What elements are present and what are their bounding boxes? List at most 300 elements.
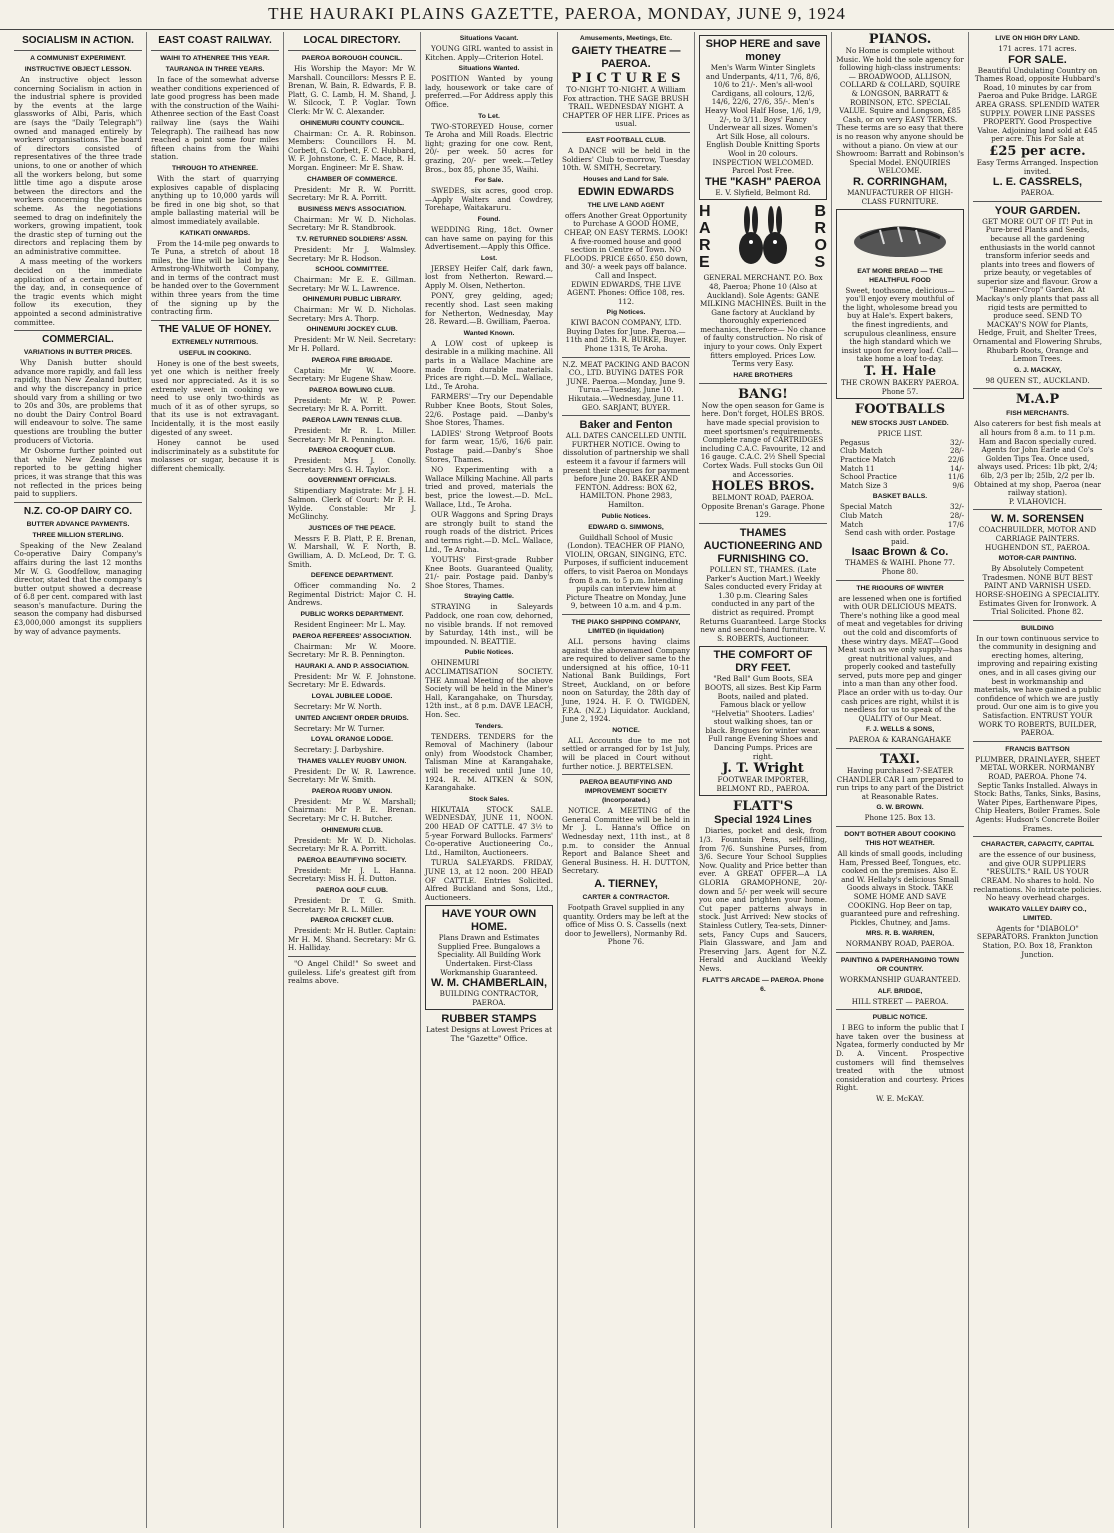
- football-price-list: [836, 439, 964, 491]
- advert-text: MANUFACTURER OF HIGH-CLASS FURNITURE.: [847, 187, 953, 206]
- divider: [836, 952, 964, 953]
- directory-entry-text: President: Mr J. L. Hanna. Secretary: Miss H. H. Dutton.: [288, 865, 416, 884]
- headline: SOCIALISM IN ACTION.: [22, 35, 134, 46]
- directory-entry-title: OHINEMURI COUNTY COUNCIL.: [299, 119, 405, 127]
- subheading: WAIHI TO ATHENREE THIS YEAR.: [160, 55, 270, 62]
- divider: [14, 502, 142, 503]
- logo-letter: B: [814, 203, 827, 221]
- page-columns: [10, 32, 1106, 1528]
- advert-subtitle: Special 1924 Lines: [714, 814, 812, 827]
- advert-name: R. CORRINGHAM,: [852, 175, 948, 188]
- divider: [562, 415, 690, 416]
- advert-text: Send cash with order. Postage paid.: [844, 528, 956, 546]
- advert-text: ALL DATES CANCELLED UNTIL FURTHER NOTICE. Owing to dissolution of partnership we shall esteem it a favour if farmers will present their cheques for payment before June 20. BAKER AND FENTON. Address: BOX 62, HAMILTON. Phone 2983, Hamilton.: [562, 431, 690, 509]
- subheading: THROUGH TO ATHENREE.: [172, 164, 258, 172]
- directory-entry-title: PUBLIC WORKS DEPARTMENT.: [300, 610, 404, 618]
- article-paragraph: In face of the somewhat adverse weather conditions experienced of late good progress has been made with the construction of the Waihi-Athenree section of the East Coast railway line (says the Waihi Telegraph). The railhead has now reached a point some four miles fifteen chains from the Waihi station.: [151, 75, 279, 162]
- directory-entry-title: PAEROA BEAUTIFYING SOCIETY.: [297, 856, 407, 864]
- price-row: [840, 482, 964, 491]
- logo-letter: O: [814, 237, 827, 255]
- classified-section-label: Stock Sales.: [468, 795, 510, 803]
- advert-text: Having purchased 7-SEATER CHANDLER CAR I am prepared to run trips to any part of the District at Reasonable Rates.: [836, 766, 964, 801]
- divider: [288, 50, 416, 51]
- advert-text: All kinds of small goods, including Ham, Pressed Beef, Tongues, etc. cooked on the premises. Also E. and W. Hellaby's delicious Small Goods always in Stock. TAKE SOME HOME AND SAVE COOKING. Hop Beer on tap, guaranteed pure and refreshing. Pickles, Chutney, and Jams.: [837, 849, 963, 927]
- advert-text: ALL persons having claims against the abovenamed Company are required to deliver same to the undersigned at his office, 10-11 National Bank Buildings, Fort Street, Auckland, on or before noon on Saturday, the 28th day of June, 1924. H. F. O. TWIGDEN, F.P.A. (N.Z.) Liquidator. Auckland, June 2, 1924.: [562, 636, 690, 724]
- price-value: 32/-: [950, 437, 964, 447]
- column-8: [969, 32, 1106, 1528]
- advert-text: Sweet, toothsome, delicious—you'll enjoy every mouthful of the light, wholesome bread you buy at Hale's. Expert bakers, the finest ingredients, and scrupulous cleanliness, ensure the high standard which we insist upon for every loaf. Call—take home a loaf to-day.: [841, 285, 959, 364]
- advert-name: HOLES BROS.: [711, 479, 815, 495]
- subheading: TAURANGA IN THREE YEARS.: [165, 66, 265, 73]
- section-label: Houses and Land for Sale.: [583, 175, 669, 183]
- advert-name: L. E. CASSRELS,: [992, 176, 1083, 189]
- directory-entry-text: Chairman: Cr. A. R. Robinson. Members: Councillors H. M. Corbett, G. Corbett, F. C. Hubbard, W. F. Johnstone, C. E. Mace, R. H. Morgan. Engineer: Mr E. Shaw.: [288, 128, 416, 172]
- directory-entry-text: Chairman: Mr W. D. Nicholas. Secretary: Mrs A. Thorp.: [288, 305, 416, 323]
- directory-entry-title: PAEROA RUGBY UNION.: [311, 787, 393, 795]
- classified-section-label: Wanted Known.: [463, 329, 515, 337]
- price-item: Match Size 3: [840, 480, 888, 490]
- classified-ad: YOUNG GIRL wanted to assist in Kitchen. Apply—Criterion Hotel.: [425, 44, 553, 62]
- article-paragraph: Why Danish butter should advance more rapidly, and fall less rapidly, than New Zealand butter, and why the discrepancy in price should vary from a shilling or two to 20s and 30s, are problems that no doubt the Dairy Control Board will endeavour to solve. The same questions are troubling the butter producers of Victoria.: [14, 358, 142, 445]
- rubber-stamps-title: RUBBER STAMPS: [441, 1013, 537, 1026]
- advert-name: T. H. Hale: [863, 364, 937, 380]
- article-paragraph: From the 14-mile peg onwards to Te Puna, a stretch of about 18 miles, the line will be laid by the Armstrong-Whitworth Company, and in terms of the contract must be handed over to the Government within three years from the time of the signing up by the contracting firm.: [151, 238, 279, 317]
- directory-entry-text: Stipendiary Magistrate: Mr J. H. Salmon. Clerk of Court: Mr P. H. Wylde. Constable: Mr J. McGlinchy.: [288, 486, 416, 522]
- advert-text: offers Another Great Opportunity to Purchase A GOOD HOME, CHEAP, ON EASY TERMS. LOOK! A five-roomed house and good section in Centre of Town. NO FLOODS. PRICE £650. £50 down, and 30/- a week pays off balance. Call and Inspect.: [564, 210, 688, 280]
- advert-title: PUBLIC NOTICE.: [872, 1014, 928, 1022]
- directory-entry-title: SCHOOL COMMITTEE.: [315, 266, 389, 274]
- logo-letter: R: [699, 237, 711, 255]
- advert-text: E. V. Slyfield, Belmont Rd.: [715, 187, 811, 197]
- advert-text: "Red Ball" Gum Boots, SEA BOOTS, all sizes. Best Kip Farm Boots, nailed and plated. Famous black or yellow "Helvetia" Shooters. Ladies' stout walking shoes, tan or black. Brogues for winter wear. Full range Evening Shoes and Dancing Pumps. Prices are right.: [704, 674, 822, 761]
- directory-entry-title: OHINEMURI CLUB.: [321, 826, 383, 834]
- advert-text: EDWIN EDWARDS, THE LIVE AGENT. Phones: Office 108, res. 112.: [567, 279, 685, 306]
- advert-subtitle: NEW STOCKS JUST LANDED.: [851, 420, 949, 428]
- price-item: Special Match: [840, 502, 893, 512]
- advert-text: Also caterers for best fish meals at all hours from 8 a.m. to 11 p.m. Ham and Bacon specially cured. Agents for John Earle and Co's Golden Tips Tea. Once used, always used. Prices: 1lb pkt, 2/4; 6lb, 2/3 per lb; 25lb, 2/2 per lb. Obtained at my shop, Paeroa (near railway station).: [974, 419, 1101, 498]
- directory-entry-text: Secretary: J. Darbyshire.: [294, 745, 384, 755]
- advert-title: YOUR GARDEN.: [994, 204, 1081, 217]
- directory-entry-text: His Worship the Mayor: Mr W. Marshall. Councillors: Messrs P. E. Brenan, W. Bain, R. Edwards, F. B. Platt, G. C. Lamb, H. M. Shand, J. W. Silcock, T. P. Voglar. Town Clerk: Mr W. C. Alexander.: [288, 64, 416, 116]
- advert-text: Now the open season for Game is here. Don't forget, HOLES BROS. have made special provision to meet sportsmen's requirements. Complete range of CARTRIDGES including C.A.C. Favourite, 12 and 16 gauge. C.A.C. 2½ Shell Special Cortex Wads. Full stocks Gun Oil and Accessories.: [700, 400, 826, 479]
- advert-title: EDWARD G. SIMMONS,: [588, 523, 664, 531]
- hare-letters: [699, 203, 711, 271]
- price-value: 17/6: [947, 519, 964, 529]
- directory-entry-text: President: Mr W. F. Johnstone. Secretary: Mr E. Edwards.: [288, 671, 416, 690]
- directory-entry-title: OHINEMURI PUBLIC LIBRARY.: [302, 296, 402, 304]
- advert-title: FRANCIS BATTSON: [1005, 745, 1070, 753]
- column-1: [10, 32, 147, 1528]
- directory-entry-text: President: Mr R. W. Porritt. Secretary: Mr R. A. Porritt.: [288, 184, 416, 203]
- price-value: 22/6: [947, 455, 964, 464]
- logo-letter: H: [699, 203, 711, 221]
- article-paragraph: Speaking of the New Zealand Co-operative Dairy Company's affairs during the last 12 months Mr W. G. Goodfellow, managing director, stated that the company's butter output showed a decrease of 6.8 per cent. compared with last season's manufacture. During the season the company had disbursed £3,000,000 amongst its suppliers by way of advance payments.: [14, 540, 142, 636]
- directory-entry-text: President: Mr H. Butler. Captain: Mr H. M. Shand. Secretary: Mr G. H. Halliday.: [288, 926, 416, 953]
- directory-entry-title: PAEROA LAWN TENNIS CLUB.: [302, 417, 402, 425]
- classified-ad: OUR Waggons and Spring Drays are strongly built to stand the rough roads of the district. Prices and terms right.—D. McL. Wallace, Ltd., Te Aroha.: [425, 510, 553, 554]
- advert-text: POLLEN ST., THAMES. (Late Parker's Auction Mart.) Weekly Sales conducted every Friday at 1.30 p.m. Clearing Sales conducted in any part of the district as required. Prompt Returns Guaranteed. Large Stocks new and second-hand furniture. V. S. ROBERTS, Auctioneer.: [699, 564, 827, 643]
- advert-text: Septic Tanks Installed. Always in Stock: Baths, Tanks, Sinks, Basins, Water Pipes, Earthenware Pipes, Chip Heaters, Boiler Frames. Sole Agents: Hudson's Concrete Boiler Frames.: [974, 780, 1101, 833]
- divider: [151, 320, 279, 321]
- directory-entry-title: PAEROA CRICKET CLUB.: [310, 917, 394, 925]
- directory-entry-title: T.V. RETURNED SOLDIERS' ASSN.: [296, 235, 408, 243]
- rabbits-icon: [731, 204, 795, 270]
- directory-entry-title: OHINEMURI JOCKEY CLUB.: [306, 326, 398, 334]
- classified-ad: JERSEY Heifer Calf, dark fawn, lost from Netherton. Reward.—Apply M. Olsen, Netherton.: [425, 263, 553, 290]
- section-label: Amusements, Meetings, Etc.: [579, 35, 673, 42]
- classified-ad: OHINEMURI ACCLIMATISATION SOCIETY. THE Annual Meeting of the above Society will be held in the Miner's Hall, Karangahake, on Thursday, 12th inst., at 8 p.m. DAVE LEACH, Hon. Sec.: [425, 658, 553, 719]
- basketball-price-list: [836, 503, 964, 529]
- kash-advert: [699, 35, 827, 200]
- advert-title: W. M. SORENSEN: [991, 513, 1084, 526]
- subheading: BUTTER ADVANCE PAYMENTS.: [26, 520, 130, 528]
- advert-title: FOOTBALLS: [854, 402, 946, 418]
- advert-title: HAVE YOUR OWN HOME.: [441, 908, 537, 934]
- section-label: Public Notices.: [601, 512, 651, 520]
- advert-title: FLATT'S: [733, 799, 793, 815]
- divider: [836, 826, 964, 827]
- advert-text: Footpath Gravel supplied in any quantity. Orders may be left at the office of Miss O. S. Cassells (next door to Jewellers), Normanby Rd. Phone 76.: [563, 902, 689, 947]
- directory-entry-title: JUSTICES OF THE PEACE.: [308, 524, 396, 532]
- subheading: EXTREMELY NUTRITIOUS.: [171, 338, 259, 346]
- wright-advert: [699, 646, 827, 796]
- divider: [973, 620, 1102, 621]
- advert-name: W. E. McKAY.: [876, 1093, 924, 1103]
- logo-letter: S: [814, 254, 826, 272]
- advert-title: M.A.P: [1015, 392, 1060, 408]
- logo-letter: E: [699, 254, 710, 272]
- directory-entry-text: Messrs F. B. Platt, P. E. Brenan, W. Marshall, W. F. North, B. Gwilliam, A. D. McLeod, Dr. T. G. Smith.: [288, 533, 416, 569]
- directory-entry-text: Secretary: Mr W. Turner.: [294, 723, 385, 733]
- article-paragraph: With the start of quarrying explosives capable of displacing anything up to 10,000 yards will be fired in one big shot, so that ample ballasting material will be almost immediately available.: [151, 173, 279, 226]
- advert-title: EAT MORE BREAD — THE HEALTHFUL FOOD: [857, 267, 943, 284]
- price-item: Practice Match: [840, 455, 896, 464]
- directory-entry-title: PAEROA BOROUGH COUNCIL.: [301, 55, 403, 62]
- headline: THE VALUE OF HONEY.: [158, 323, 272, 335]
- subheading: KATIKATI ONWARDS.: [180, 229, 250, 237]
- column-2: [147, 32, 284, 1528]
- advert-text: ALL Accounts due to me not settled or arranged for by 1st July, will be placed in Court without further notice. J. BERTELSEN.: [562, 735, 690, 771]
- directory-entry-text: Resident Engineer: Mr L. May.: [294, 619, 406, 629]
- subheading: A COMMUNIST EXPERIMENT.: [30, 55, 126, 62]
- advert-name: HARE BROTHERS: [733, 371, 793, 379]
- classified-ad: POSITION Wanted by young lady, housework or take care of preferred.—For Address apply this Office.: [425, 74, 553, 109]
- advert-text: are the essence of our business, and give OUR SUPPLIERS "RESULTS." RAIL US YOUR CREAM. No shares to hold. No reclamations. No intricate policies. No heavy overhead charges.: [973, 850, 1102, 903]
- advert-text: Latest Designs at Lowest Prices at The "Gazette" Office.: [425, 1025, 553, 1044]
- headline: LOCAL DIRECTORY.: [303, 35, 401, 46]
- classified-ad: NO Experimenting with a Wallace Milking Machine. All parts tried and proved, materials the best, price the lowest.—D. McL. Wallace, Ltd., Te Aroha.: [425, 465, 553, 509]
- advert-subtitle: BASKET BALLS.: [872, 493, 928, 501]
- advert-text: PLUMBER, DRAINLAYER, SHEET METAL WORKER. NORMANBY ROAD, PAEROA. Phone 74.: [975, 754, 1100, 781]
- honey-advert: "O Angel Child!" So sweet and guileless. Life's greatest gift from realms above.: [288, 959, 416, 986]
- article-paragraph: Mr Osborne further pointed out that while New Zealand was reported to be getting higher prices, it was strange that this was not reflected in the prices being paid to suppliers.: [14, 446, 142, 499]
- directory-entry-text: President: Mr W. Marshall; Chairman: Mr P. E. Brenan. Secretary: Mr C. H. Butcher.: [288, 796, 416, 824]
- divider: [14, 330, 142, 331]
- advert-text: GET MORE OUT OF IT! Put in Pure-bred Plants and Seeds, because all the gardening enthusiasts in the world cannot transform inferior seeds and plants into trees and flowers of prize beauty, or vegetables of superior size and flavour. Grow a "Banner-Crop" Garden. At Mackay's only plants that pass all rigid tests are permitted to produce seed. SEND TO MACKAY'S NOW for Plants, Hedge, Fruit, and Shelter Trees, Ornamental and Flowering Shrubs, Rhubarb Roots, Orange and Lemon Trees.: [973, 216, 1102, 364]
- directory-entry-title: LOYAL ORANGE LODGE.: [311, 736, 393, 744]
- home-advert: [425, 905, 553, 1010]
- divider: [973, 201, 1102, 202]
- advert-name: THE "KASH" PAEROA: [705, 175, 821, 188]
- advert-title: CHARACTER, CAPACITY, CAPITAL: [980, 841, 1095, 849]
- advert-title: SHOP HERE and save money: [705, 38, 821, 63]
- advert-subtitle: FISH MERCHANTS.: [1006, 410, 1069, 418]
- advert-text: 98 QUEEN ST., AUCKLAND.: [985, 375, 1090, 385]
- advert-text: By Absolutely Competent Tradesmen. NONE BUT BEST PAINT AND VARNISH USED. HORSE-SHOEING A SPECIALITY. Estimates Given for Ironwork. A Trial Solicited. Phone 82.: [975, 564, 1100, 617]
- advert-text: BUILDING CONTRACTOR, PAEROA.: [439, 989, 539, 1007]
- subheading: INSTRUCTIVE OBJECT LESSON.: [24, 66, 132, 73]
- advert-text: NOTICE. A MEETING of the General Committee will be held in Mr J. L. Hanna's Office on Wednesday next, 11th inst., at 8 p.m. to consider the Annual Report and Balance Sheet and General Business. H. H. DUTTON, Secretary.: [562, 806, 690, 876]
- classified-ad: WEDDING Ring, 18ct. Owner can have same on paying for this Advertisement.—Apply this Office.: [425, 224, 553, 252]
- advert-name: G. W. BROWN.: [876, 804, 924, 812]
- classified-section-label: Public Notices.: [464, 649, 514, 657]
- advert-name: J. T. Wright: [722, 761, 804, 777]
- advert-title: BANG!: [738, 386, 788, 402]
- subheading: THREE MILLION STERLING.: [32, 531, 124, 539]
- directory-entry-title: PAEROA GOLF CLUB.: [316, 887, 388, 895]
- directory-entry-title: PAEROA REFEREES' ASSOCIATION.: [292, 632, 412, 640]
- advert-title: GAIETY THEATRE — PAEROA.: [571, 45, 681, 70]
- advert-title: EAST FOOTBALL CLUB.: [586, 136, 666, 144]
- advert-text: Easy Terms Arranged. Inspection invited.: [976, 157, 1099, 176]
- price-item: Club Match: [840, 510, 883, 520]
- bakery-advert: [836, 209, 964, 399]
- bros-letters: [815, 203, 827, 271]
- divider: [836, 580, 964, 581]
- advert-text: KIWI BACON COMPANY, LTD. Buying Dates for June. Paeroa.—11th and 25th. R. BURKE, Buyer. Phone 131S, Te Aroha.: [565, 318, 687, 354]
- directory-entry-text: Secretary: Mr W. North.: [294, 701, 382, 711]
- advert-text: No Home is complete without Music. We hold the sole agency for following high-class instruments:— BROADWOOD, ALLISON, COLLARD & COLLARD, SQUIRE & LONGSON, BARRATT & ROBINSON, ETC. SPECIAL VALUE. Squire and Longson, £85 Cash, or on very EASY TERMS. These terms are so easy that there is no reason why anyone should be without a piano. On view at our Showroom: Barratt and Robinson's Special Model. ENQUIRIES WELCOME.: [836, 46, 964, 176]
- logo-letter: A: [699, 220, 711, 238]
- classified-section-label: Tenders.: [475, 722, 503, 730]
- divider: [836, 1009, 964, 1010]
- directory-entry-title: PAEROA CROQUET CLUB.: [308, 447, 396, 455]
- advert-name: WAIKATO VALLEY DAIRY CO., LIMITED.: [988, 905, 1087, 922]
- price-value: 9/6: [952, 480, 964, 490]
- price-item: Club Match: [840, 446, 883, 456]
- price-item: School Practice: [840, 472, 897, 482]
- directory-entry-title: UNITED ANCIENT ORDER DRUIDS.: [295, 714, 409, 722]
- classified-section-label: Lost.: [480, 254, 498, 262]
- advert-price: £25 per acre.: [989, 143, 1086, 159]
- directory-entry-text: President: Dr W. R. Lawrence. Secretary: Mr W. Smith.: [288, 766, 416, 785]
- price-value: 28/-: [950, 446, 964, 456]
- advert-text: Guildhall School of Music (London). TEACHER OF PIANO, VIOLIN, ORGAN, SINGING, ETC. Purposes, if sufficient inducement offers, to visit Paeroa on Mondays from 8 a.m. to 5 p.m. Intending pupils can interview him at Picture Theatre on Monday, June 9, between 10 a.m. and 4 p.m.: [563, 532, 689, 611]
- directory-entry-title: LOYAL JUBILEE LODGE.: [311, 692, 393, 700]
- advert-text: THAMES & WAIHI. Phone 77. Phone 80.: [845, 558, 955, 576]
- advert-title: P I C T U R E S: [571, 71, 681, 86]
- directory-entry-title: HAURAKI A. AND P. ASSOCIATION.: [295, 662, 409, 670]
- divider: [562, 357, 690, 358]
- advert-name: P. VLAHOVICH.: [1008, 496, 1067, 506]
- classified-ad: LADIES' Strong Wetproof Boots for farm wear, 15/6, 16/6 pair. Postage paid.—Danby's Shoe Stores, Thames.: [425, 428, 553, 464]
- directory-entry-title: GOVERNMENT OFFICIALS.: [307, 477, 397, 485]
- directory-entry-text: President: Mr R. L. Miller. Secretary: Mr R. Pennington.: [288, 426, 416, 444]
- advert-title: A. TIERNEY,: [594, 877, 658, 890]
- advert-text: PAEROA & KARANGAHAKE: [848, 735, 952, 745]
- advert-text: THE CROWN BAKERY PAEROA. Phone 57.: [840, 378, 960, 396]
- advert-text: are lessened when one is fortified with OUR DELICIOUS MEATS. There's nothing like a good meal of meat and vegetables for driving out the cold and discomforts of these wintry days. MEAT—Good Meat such as we only supply—has great nutritional values, and properly cooked and tastefully served, puts more pep and ginger into a man than any other food. Place an order with us to-day. Our cash prices are right, whilst it is needless for us to speak of the QUALITY of Our Meat.: [837, 593, 963, 723]
- divider: [973, 836, 1102, 837]
- directory-entry-title: DEFENCE DEPARTMENT.: [310, 572, 394, 580]
- classified-ad: YOUTHS' First-grade Rubber Knee Boots. Guaranteed Quality, 21/- pair. Postage paid. Danby's Shoe Stores, Thames.: [425, 555, 553, 590]
- directory-entry-title: THAMES VALLEY RUGBY UNION.: [297, 757, 407, 765]
- classifieds-list: [425, 34, 553, 902]
- price-item: Pegasus: [840, 437, 870, 447]
- advert-text: COACHBUILDER, MOTOR AND CARRIAGE PAINTERS. HUGHENDON ST., PAEROA.: [978, 525, 1097, 552]
- classified-ad: PONY, grey gelding, aged; recently shod. Last seen making for Netherton, Wednesday, May 28. Reward.—B. Gwilliam, Paeroa.: [425, 291, 553, 327]
- advert-text: NORMANBY ROAD, PAEROA.: [845, 939, 955, 949]
- column-4: [421, 32, 558, 1528]
- directory-entry-text: President: Mr W. D. Nicholas. Secretary: Mr R. A. Porritt.: [288, 835, 416, 854]
- advert-name: Isaac Brown & Co.: [851, 546, 949, 559]
- advert-subtitle: CARTER & CONTRACTOR.: [582, 893, 670, 901]
- divider: [288, 956, 416, 957]
- price-item: Match: [840, 519, 864, 529]
- advert-text: TO-NIGHT TO-NIGHT. A William Fox attraction. THE SAGE BRUSH TRAIL. WEDNESDAY NIGHT. A CHAPTER OF HER LIFE. Prices as usual.: [562, 85, 690, 129]
- directory-entry-text: President: Mr W. P. Power. Secretary: Mr R. A. Porritt.: [288, 395, 416, 414]
- advert-name: FLATT'S ARCADE — PAEROA. Phone 6.: [702, 976, 824, 993]
- advert-text: BELMONT ROAD, PAEROA. Opposite Brenan's Garage. Phone 129.: [701, 493, 825, 520]
- advert-name: F. J. WELLS & SONS,: [865, 726, 935, 734]
- column-5: [558, 32, 695, 1528]
- advert-title: EDWIN EDWARDS: [578, 185, 674, 198]
- classified-section-label: Situations Wanted.: [458, 65, 520, 73]
- directory-entry-title: PAEROA BOWLING CLUB.: [309, 386, 395, 394]
- price-item: Match 11: [840, 463, 875, 473]
- advert-name: G. J. MACKAY,: [1014, 366, 1061, 374]
- advert-name: ALF. BRIDGE,: [877, 987, 923, 995]
- classified-ad: A LOW cost of upkeep is desirable in a milking machine. All parts in a Wallace Machine are made from durable materials. Prices are right.—D. McL. Wallace, Ltd., Te Aroha.: [425, 338, 553, 391]
- advert-title: THE PIAKO SHIPPING COMPANY, LIMITED (in liquidation): [571, 618, 681, 635]
- advert-text: I BEG to inform the public that I have taken over the business at Ngatea, formerly conducted by Mr D. A. Vincent. Prospective customers will find themselves treated with the utmost consideration and courtesy. Prices Right.: [836, 1023, 964, 1093]
- divider: [151, 50, 279, 51]
- classified-section-label: To Let.: [478, 112, 500, 120]
- headline: N.Z. CO-OP DAIRY CO.: [23, 505, 133, 517]
- directory-entry-text: President: Dr T. G. Smith. Secretary: Mr R. L. Miller.: [288, 896, 416, 914]
- classified-ad: HIKUTAIA STOCK SALE. WEDNESDAY, JUNE 11, NOON. 200 HEAD OF CATTLE. 47 3½ to 5-year Forward Bullocks. Farmers' Co-operative Auctioneering Co., Ltd., Hamilton, Auctioneers.: [425, 804, 553, 857]
- hare-bros-logo: [699, 203, 827, 271]
- divider: [836, 748, 964, 749]
- advert-text: GENERAL MERCHANT. P.O. Box 48, Paeroa; Phone 10 (Also at Auckland). Sole Agents: GANE MILKING MACHINES. Built in the Gane factory at Auckland by thoroughly experienced mechanics, therefore— No chance of faulty construction. No risk of injury to your cows. Only Expert fitters employed. Prices Low. Terms very Easy.: [699, 273, 827, 369]
- divider: [973, 388, 1102, 389]
- classified-section-label: Situations Vacant.: [459, 35, 519, 42]
- column-3: [284, 32, 421, 1528]
- advert-title: BUILDING: [1021, 624, 1054, 632]
- advert-title: THAMES AUCTIONEERING AND FURNISHING CO.: [703, 526, 823, 565]
- classified-section-label: Straying Cattle.: [464, 593, 514, 601]
- advert-text: In our town continuous service to the community in designing and erecting homes, altering, improving and repairing existing ones, and in all cases giving our best in workmanship and materials, we have gained a public confidence of which we are justly proud. Our one aim is to give you Satisfaction. ENTRUST YOUR WORK TO ROBERTS, BUILDER, PAEROA.: [974, 633, 1101, 738]
- advert-title: NOTICE.: [612, 726, 640, 734]
- classified-ad: STRAYING in Saleyards Paddock, one roan cow, dehorned, no visible brands. If not removed by Saturday, 14th inst., will be impounded. N. BEATTIE.: [425, 602, 553, 646]
- advert-text: Diaries, pocket and desk, from 1/3. Fountain Pens, self-filling, from 7/6. Sunshine Purses, from 3/6. Secure Your School Supplies Now. Quality and Price better than ever. A GREAT OFFER—A LA GLORIA GRAMOPHONE, 20/- down and 5/- per week will secure you one and brighten your home. Cut paper patterns always in stock. Just Arrived: New stocks of Stainless Cutlery, Tea-sets, Dinner-sets, Fancy Cups and Saucers, Plain Glassware, and Jam and Preserving Jars. Agent for N.Z. Herald and Auckland Weekly News.: [699, 826, 827, 973]
- advert-title: PIANOS.: [868, 32, 932, 47]
- subheading: USEFUL IN COOKING.: [178, 349, 251, 357]
- article-paragraph: A mass meeting of the workers decided on the immediate application of a certain order of the day, and, in consequence of the tragic events which might follow its execution, they appointed a second administrative committee.: [14, 257, 142, 327]
- directory-entry-text: Chairman: Mr W. D. Nicholas. Secretary: Mr R. Standbrook.: [288, 214, 416, 233]
- price-list-label: PRICE LIST.: [877, 429, 923, 439]
- column-6: [695, 32, 832, 1528]
- directory-entry-text: Captain: Mr W. Moore. Secretary: Mr Eugene Shaw.: [288, 365, 416, 384]
- directory-entry-text: Chairman: Mr W. Moore. Secretary: Mr R. B. Pennington.: [288, 641, 416, 660]
- masthead: THE HAURAKI PLAINS GAZETTE, PAEROA, MONDAY, JUNE 9, 1924: [0, 4, 1114, 30]
- advert-title: DON'T BOTHER ABOUT COOKING THIS HOT WEATHER.: [844, 831, 956, 847]
- directory-entry-text: Officer commanding No. 2 Regimental District: Major C. H. Andrews.: [288, 581, 416, 608]
- advert-text: 171 acres. 171 acres.: [998, 44, 1077, 53]
- article-paragraph: Honey cannot be used indiscriminately as a substitute for molasses or sugar, because it is different chemically.: [151, 438, 279, 473]
- logo-letter: R: [814, 220, 827, 238]
- classified-ad: FARMERS'—Try our Dependable Rubber Knee Boots, Stout Soles, 22/6. Postage paid. —Danby's Shoe Stores, Thames.: [425, 392, 553, 428]
- directory-entry-text: President: Mr W. Neil. Secretary: Mr H. Pollard.: [288, 335, 416, 354]
- headline: COMMERCIAL.: [42, 334, 114, 346]
- divider: [973, 509, 1102, 510]
- classified-section-label: For Sale.: [474, 177, 504, 185]
- divider: [562, 132, 690, 133]
- advert-text: WORKMANSHIP GUARANTEED.: [839, 974, 961, 984]
- advert-text: Plans Drawn and Estimates Supplied Free. Bungalows a Speciality. All Building Work Undertaken. First-Class Workmanship Guaranteed.: [437, 933, 541, 977]
- article-paragraph: An instructive object lesson concerning Socialism in action in the industrial sphere is provided by the events at the large glassworks of Albi, Paris, which are (says the "Daily Telegraph") owned and managed entirely by workers' organisations. The board of directors consisted of representatives of the three trade unions, to one or another of which all the workers belong, but some little time ago a dispute arose between the directors and the workers concerning the pensions scheme. As the negotiations seemed to drag on indefinitely the workers, growing impatient, took the drastic step of turning out the directors and replacing them by an administrative committee.: [14, 75, 142, 256]
- divider: [699, 523, 827, 524]
- directory-entry-title: CHAMBER OF COMMERCE.: [306, 175, 398, 183]
- directory-entry-title: PAEROA FIRE BRIGADE.: [311, 356, 393, 364]
- advert-title: THE RIGOURS OF WINTER: [856, 584, 944, 592]
- directory-entry-text: President: Mrs J. Conolly. Secretary: Mrs G. H. Taylor.: [288, 456, 416, 474]
- divider: [562, 614, 690, 615]
- advert-title: PAINTING & PAPERHANGING TOWN OR COUNTRY.: [840, 956, 960, 973]
- advert-title: LIVE ON HIGH DRY LAND.: [995, 35, 1080, 42]
- bread-icon: [840, 214, 960, 260]
- advert-text: Beautiful Undulating Country on Thames Road, opposite Hubbard's Road, 10 minutes by car from Paeroa and Puke Bridge. LARGE AREA GRASS. SPLENDID WATER SUPPLY. POWER LINE PASSES PROPERTY. Good Prospective Value. Adjoining land sold at £45 per acre. This For Sale at: [974, 65, 1101, 144]
- advert-text: FOOTWEAR IMPORTER, BELMONT RD., PAEROA.: [716, 775, 810, 793]
- advert-text: N.Z. MEAT PACKING AND BACON CO., LTD. BUYING DATES FOR JUNE. Paeroa.—Monday, June 9. Turua.—Tuesday, June 10. Hikutaia.—Wednesday, June 11. GEO. SARJANT, BUYER.: [562, 359, 690, 412]
- advert-subtitle: FOR SALE.: [1008, 53, 1067, 66]
- price-value: 11/6: [947, 472, 964, 482]
- divider: [562, 774, 690, 775]
- advert-title: TAXI.: [880, 752, 920, 768]
- directory-entry-text: Chairman: Mr E. E. Gillman. Secretary: Mr W. L. Lawrence.: [288, 275, 416, 293]
- directory-entry-title: BUSINESS MEN'S ASSOCIATION.: [297, 205, 407, 213]
- classified-ad: TWO-STOREYED House, corner Te Aroha and Mill Roads. Electric light; grazing for one cow. Rent, 20/- per week. 50 acres for grazing, 20/- per week.—Tetley Bros., box 85, phone 35, Waihi.: [425, 121, 553, 174]
- divider: [699, 383, 827, 384]
- advert-text: PAEROA.: [1020, 188, 1055, 198]
- price-value: 28/-: [950, 510, 964, 520]
- advert-text: Men's Warm Winter Singlets and Underpants, 4/11, 7/6, 8/6, 10/6 to 21/-. Men's all-wool Cardigans, all colours, 12/6, 14/6, 22/6, 27/6, 35/-. Men's Heavy Wool Half Hose, 1/6, 1/9, 2/-, to 3/11. Boys' Fancy Underwear all sizes. Women's Art Silk Hose, all colours. English Double Knitting Sports Wool in 20 colours. INSPECTION WELCOMED. Parcel Post Free.: [704, 63, 822, 176]
- divider: [973, 741, 1102, 742]
- directory-entry-text: President: Mr J. Walmsley. Secretary: Mr R. Hodson.: [288, 244, 416, 263]
- advert-title: THE COMFORT OF DRY FEET.: [713, 649, 813, 675]
- classified-ad: TURUA SALEYARDS. FRIDAY, JUNE 13, at 12 noon. 200 HEAD OF CATTLE. Entries Solicited. Alfred Buckland and Sons, Ltd., Auctioneers.: [425, 858, 553, 902]
- advert-subtitle: MOTOR-CAR PAINTING.: [998, 555, 1077, 563]
- advert-text: Phone 125. Box 13.: [864, 813, 936, 823]
- classified-section-label: Found.: [477, 215, 501, 223]
- advert-title: Baker and Fenton: [579, 419, 673, 432]
- headline: EAST COAST RAILWAY.: [158, 35, 272, 46]
- divider: [14, 50, 142, 51]
- advert-text: HILL STREET — PAEROA.: [851, 996, 949, 1006]
- article-paragraph: Honey is one of the best sweets, yet one which is neither freely used nor appreciated. As it is so extremely sweet in cooking we need to use only two-thirds as much of it as of other syrups, so that its use is not extravagant. Incidentally, it is the most easily digested of any sweet.: [151, 358, 279, 437]
- section-label: Pig Notices.: [606, 309, 646, 317]
- classified-ad: TENDERS. TENDERS for the Removal of Machinery (labour only) from Woodstock Chamber, Talisman Mine at Karangahake, will be received until June 10, 1924. R. M. AITKEN & SON, Karangahake.: [425, 731, 553, 793]
- price-value: 14/-: [950, 463, 964, 473]
- advert-text: Agents for "DIABOLO" SEPARATORS. Frankton Junction Station, P.O. Box 18, Frankton Junction.: [976, 923, 1099, 959]
- advert-subtitle: THE LIVE LAND AGENT: [587, 201, 665, 209]
- directory-list: [288, 54, 416, 953]
- advert-title: PAEROA BEAUTIFYING AND IMPROVEMENT SOCIETY (Incorporated.): [579, 779, 673, 805]
- classified-ad: SWEDES, six acres, good crop. —Apply Walters and Cowdrey, Torehape, Waitakaruru.: [425, 186, 553, 213]
- advert-name: W. M. CHAMBERLAIN,: [430, 977, 548, 990]
- subheading: VARIATIONS IN BUTTER PRICES.: [23, 349, 133, 357]
- advert-text: A DANCE will be held in the Soldiers' Club to-morrow, Tuesday 10th. W. SMITH, Secretary.: [562, 145, 690, 173]
